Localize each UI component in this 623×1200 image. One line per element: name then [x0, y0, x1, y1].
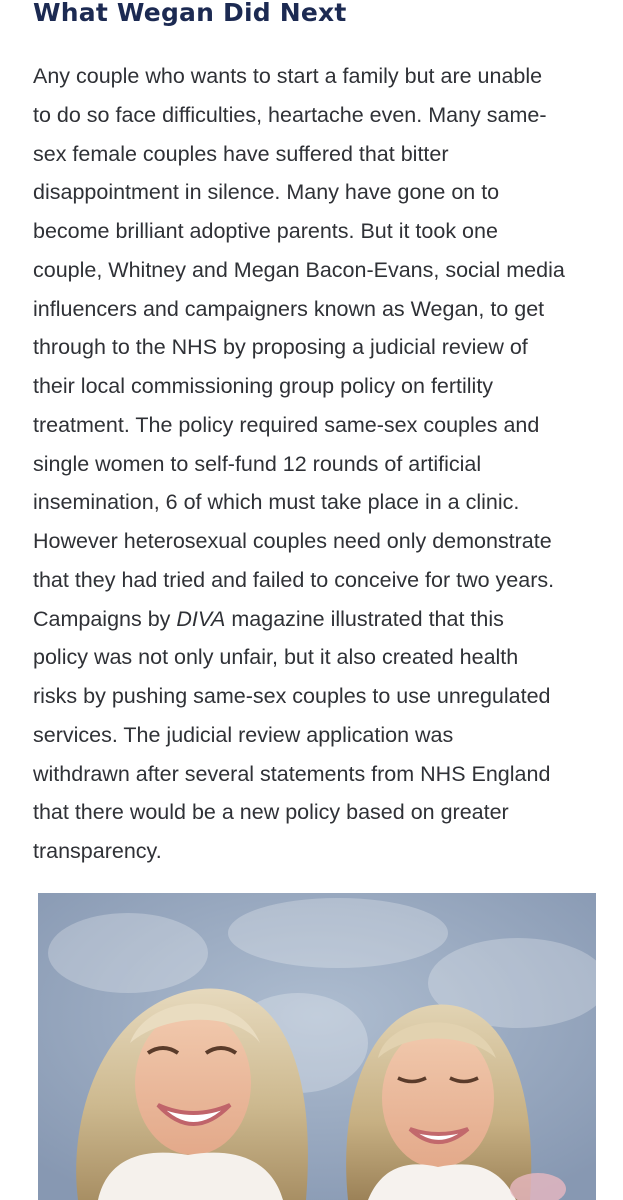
paragraph-line: that there would be a new policy based on greater: [33, 800, 509, 825]
couple-photo: [38, 893, 596, 1200]
paragraph-line: influencers and campaigners known as Wegan, to get: [33, 296, 545, 321]
paragraph-line: single women to self-fund 12 rounds of artificial: [33, 451, 482, 476]
paragraph-line: services. The judicial review application was: [33, 722, 454, 747]
paragraph-line: treatment. The policy required same-sex couples and: [33, 412, 540, 437]
paragraph-line: sex female couples have suffered that bitter: [33, 141, 449, 166]
paragraph-line-magazine: [33, 600, 598, 639]
paragraph-line: their local commissioning group policy on fertility: [33, 374, 494, 398]
paragraph-line: that they had tried and failed to conceive for two years.: [33, 567, 555, 592]
paragraph-line: Any couple who wants to start a family but are unable: [33, 64, 543, 88]
line-text-after: magazine illustrated that this: [225, 606, 504, 631]
paragraph-line: couple, Whitney and Megan Bacon-Evans, social media: [33, 257, 565, 282]
paragraph-line: policy was not only unfair, but it also created health: [33, 645, 519, 670]
paragraph-line: through to the NHS by proposing a judicial review of: [33, 335, 528, 360]
article-heading: What Wegan Did Next: [33, 0, 347, 27]
paragraph-line: withdrawn after several statements from NHS England: [33, 761, 551, 786]
article-paragraph: [33, 57, 598, 871]
paragraph-line: disappointment in silence. Many have gone on to: [33, 180, 500, 205]
photo-illustration: [38, 893, 596, 1200]
line-text-before: Campaigns by: [33, 606, 177, 631]
magazine-name: DIVA: [176, 606, 226, 631]
paragraph-line: transparency.: [33, 839, 162, 863]
paragraph-line: risks by pushing same-sex couples to use unregulated: [33, 684, 551, 708]
paragraph-line: However heterosexual couples need only demonstrate: [33, 529, 552, 553]
paragraph-line: to do so face difficulties, heartache even. Many same-: [33, 102, 547, 127]
paragraph-line: become brilliant adoptive parents. But it took one: [33, 219, 498, 243]
paragraph-line: insemination, 6 of which must take place in a clinic.: [33, 490, 520, 515]
